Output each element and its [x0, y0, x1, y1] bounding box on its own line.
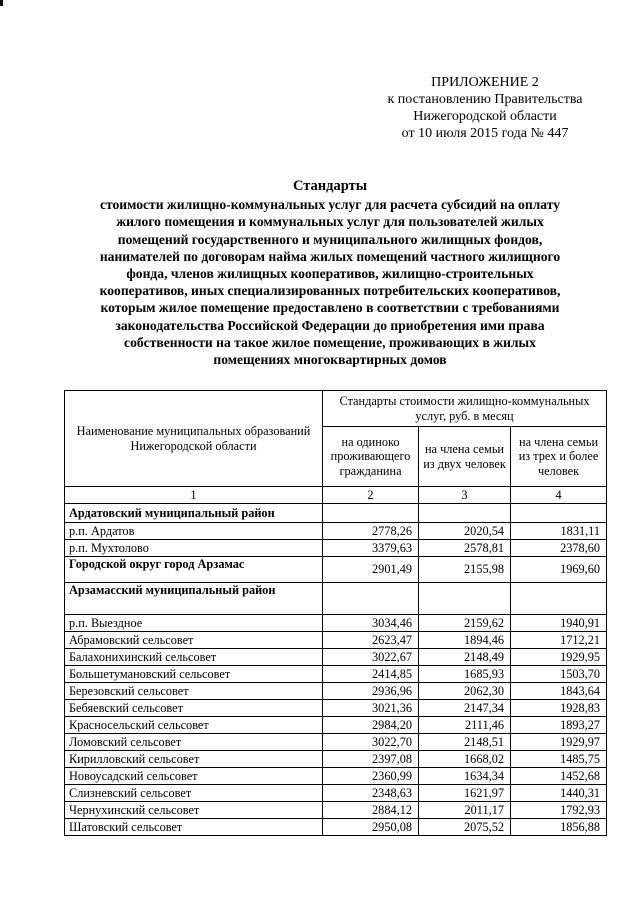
title-line: собственности на такое жилое помещение, проживающих в жилых — [124, 334, 536, 350]
value-three-plus: 1452,68 — [511, 768, 607, 785]
district-row — [65, 583, 607, 615]
value-three-plus: 1843,64 — [511, 683, 607, 700]
header-standards-group: Стандарты стоимости жилищно-коммунальных услуг, руб. в месяц — [323, 391, 607, 427]
table-row — [65, 819, 607, 836]
municipality-name: Чернухинский сельсовет — [65, 802, 323, 819]
table-row — [65, 683, 607, 700]
municipality-name: Шатовский сельсовет — [65, 819, 323, 836]
appendix-block — [330, 74, 640, 142]
value-three-plus: 1485,75 — [511, 751, 607, 768]
table-row — [65, 785, 607, 802]
scan-mark — [0, 0, 3, 6]
table-row — [65, 734, 607, 751]
value-two: 2148,49 — [419, 649, 511, 666]
value-three-plus: 1929,97 — [511, 734, 607, 751]
municipality-name: Слизневский сельсовет — [65, 785, 323, 802]
table-row — [65, 649, 607, 666]
value-two: 1668,02 — [419, 751, 511, 768]
value-three-plus: 1440,31 — [511, 785, 607, 802]
value-two: 2111,46 — [419, 717, 511, 734]
value-three-plus: 1712,21 — [511, 632, 607, 649]
document-title — [40, 178, 620, 368]
title-heading: Стандарты — [292, 178, 368, 194]
district-name: Городской округ город Арзамас — [65, 557, 323, 583]
title-line: нанимателей по договорам найма жилых помещений частного жилищного — [99, 248, 561, 264]
header-single-person: на одиноко проживающего гражданина — [323, 427, 419, 487]
header-two-person: на члена семьи из двух человек — [419, 427, 511, 487]
district-row — [65, 504, 607, 523]
value-three-plus — [511, 583, 607, 615]
table-row — [65, 751, 607, 768]
table-body — [65, 504, 607, 836]
value-single: 3021,36 — [323, 700, 419, 717]
municipality-name: Кирилловский сельсовет — [65, 751, 323, 768]
value-two: 1634,34 — [419, 768, 511, 785]
value-single: 2348,63 — [323, 785, 419, 802]
table-row — [65, 717, 607, 734]
value-three-plus: 1893,27 — [511, 717, 607, 734]
value-single: 3379,63 — [323, 540, 419, 557]
title-line: жилого помещения и коммунальных услуг для пользователей жилых — [116, 214, 544, 230]
title-line: законодательства Российской Федерации до приобретения ими права — [115, 317, 545, 333]
value-two: 2155,98 — [419, 557, 511, 583]
header-municipality: Наименование муниципальных образований Нижегородской области — [65, 391, 323, 487]
municipality-name: Абрамовский сельсовет — [65, 632, 323, 649]
standards-table — [64, 390, 607, 836]
municipality-name: Березовский сельсовет — [65, 683, 323, 700]
title-line: помещениях многоквартирных домов — [213, 352, 447, 368]
table-row — [65, 802, 607, 819]
value-two: 2159,62 — [419, 615, 511, 632]
value-three-plus: 1831,11 — [511, 523, 607, 540]
value-three-plus: 2378,60 — [511, 540, 607, 557]
value-three-plus: 1928,83 — [511, 700, 607, 717]
value-single: 2901,49 — [323, 557, 419, 583]
value-two: 2011,17 — [419, 802, 511, 819]
value-two: 2075,52 — [419, 819, 511, 836]
value-three-plus: 1969,60 — [511, 557, 607, 583]
value-three-plus: 1940,91 — [511, 615, 607, 632]
municipality-name: р.п. Выездное — [65, 615, 323, 632]
value-two: 2020,54 — [419, 523, 511, 540]
value-single: 2414,85 — [323, 666, 419, 683]
column-number: 2 — [323, 487, 419, 504]
value-single: 2936,96 — [323, 683, 419, 700]
value-two: 1621,97 — [419, 785, 511, 802]
title-line: кооперативов, иных специализированных потребительских кооперативов, — [99, 283, 561, 299]
value-two: 1894,46 — [419, 632, 511, 649]
district-name: Арзамасский муниципальный район — [65, 583, 323, 615]
value-single: 2623,47 — [323, 632, 419, 649]
column-number: 3 — [419, 487, 511, 504]
municipality-name: р.п. Мухтолово — [65, 540, 323, 557]
value-single: 2778,26 — [323, 523, 419, 540]
title-line: фонда, членов жилищных кооперативов, жилищно-строительных — [126, 266, 534, 282]
appendix-region: Нижегородской области — [413, 109, 557, 124]
value-three-plus: 1856,88 — [511, 819, 607, 836]
municipality-name: Большетумановский сельсовет — [65, 666, 323, 683]
title-line: помещений государственного и муниципального жилищных фондов, — [117, 231, 543, 247]
value-three-plus: 1792,93 — [511, 802, 607, 819]
district-name: Ардатовский муниципальный район — [65, 504, 323, 523]
value-three-plus — [511, 504, 607, 523]
district-row — [65, 557, 607, 583]
value-single: 2984,20 — [323, 717, 419, 734]
title-line: стоимости жилищно-коммунальных услуг для расчета субсидий на оплату — [99, 197, 561, 213]
value-single — [323, 504, 419, 523]
municipality-name: Балахонихинский сельсовет — [65, 649, 323, 666]
table-row — [65, 615, 607, 632]
value-two — [419, 583, 511, 615]
value-single: 3034,46 — [323, 615, 419, 632]
municipality-name: Бебяевский сельсовет — [65, 700, 323, 717]
value-single: 2397,08 — [323, 751, 419, 768]
column-number: 1 — [65, 487, 323, 504]
value-three-plus: 1503,70 — [511, 666, 607, 683]
table-row — [65, 768, 607, 785]
value-two — [419, 504, 511, 523]
value-two: 2148,51 — [419, 734, 511, 751]
municipality-name: Красносельский сельсовет — [65, 717, 323, 734]
municipality-name: р.п. Ардатов — [65, 523, 323, 540]
value-single: 2950,08 — [323, 819, 419, 836]
table-row — [65, 666, 607, 683]
title-line: которым жилое помещение предоставлено в соответствии с требованиями — [100, 300, 560, 316]
value-single — [323, 583, 419, 615]
table-row — [65, 523, 607, 540]
column-number: 4 — [511, 487, 607, 504]
value-single: 2884,12 — [323, 802, 419, 819]
appendix-ref: к постановлению Правительства — [387, 92, 583, 107]
table-row — [65, 632, 607, 649]
value-three-plus: 1929,95 — [511, 649, 607, 666]
table-row — [65, 540, 607, 557]
value-single: 3022,67 — [323, 649, 419, 666]
value-two: 1685,93 — [419, 666, 511, 683]
value-single: 3022,70 — [323, 734, 419, 751]
value-single: 2360,99 — [323, 768, 419, 785]
value-two: 2062,30 — [419, 683, 511, 700]
municipality-name: Ломовский сельсовет — [65, 734, 323, 751]
header-three-plus: на члена семьи из трех и более человек — [511, 427, 607, 487]
appendix-number: ПРИЛОЖЕНИЕ 2 — [431, 75, 539, 90]
value-two: 2578,81 — [419, 540, 511, 557]
table-row — [65, 700, 607, 717]
municipality-name: Новоусадский сельсовет — [65, 768, 323, 785]
appendix-date: от 10 июля 2015 года № 447 — [401, 126, 569, 141]
value-two: 2147,34 — [419, 700, 511, 717]
